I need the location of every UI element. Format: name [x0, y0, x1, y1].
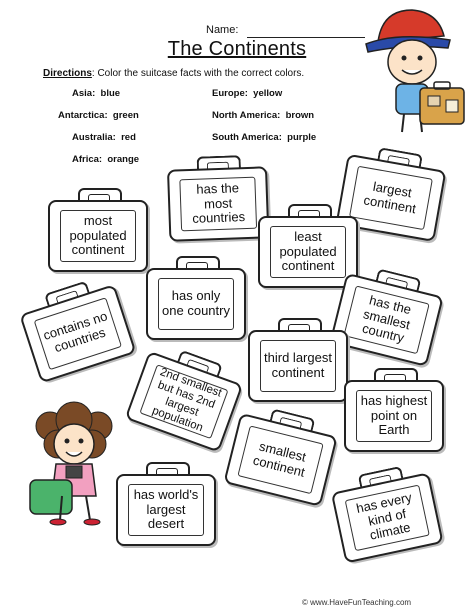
suitcase-fact[interactable]: [328, 461, 443, 564]
name-label: Name:: [206, 24, 239, 36]
suitcase-fact[interactable]: [125, 339, 248, 452]
key-south-america: South America: purple: [212, 132, 317, 143]
suitcase-text: has every kind of climate: [345, 485, 430, 552]
boy-illustration: [356, 4, 468, 136]
suitcase-text: third largest continent: [260, 340, 336, 392]
suitcase-text: 2nd smallest but has 2nd largest population: [139, 364, 228, 439]
suitcase-fact[interactable]: [146, 256, 246, 340]
suitcase-text: has only one country: [158, 278, 234, 330]
key-australia: Australia: red: [72, 132, 136, 143]
key-antarctica: Antarctica: green: [58, 110, 139, 121]
key-asia: Asia: blue: [72, 88, 121, 99]
suitcase-text: has world's largest desert: [128, 484, 204, 536]
suitcase-fact[interactable]: [344, 368, 444, 452]
suitcase-text: largest continent: [349, 166, 433, 230]
suitcase-fact[interactable]: [248, 318, 348, 402]
key-africa: Africa: orange: [72, 154, 140, 165]
suitcase-fact[interactable]: [48, 188, 148, 272]
page-title: The Continents: [167, 38, 307, 60]
suitcase-text: most populated continent: [60, 210, 136, 262]
suitcase-text: has the most countries: [179, 177, 257, 232]
suitcase-text: contains no countries: [34, 297, 122, 370]
suitcase-fact[interactable]: [116, 462, 216, 546]
suitcase-text: least populated continent: [270, 226, 346, 278]
suitcase-text: has the smallest country: [343, 285, 429, 354]
suitcase-fact[interactable]: [258, 204, 358, 288]
girl-illustration: [28, 396, 124, 526]
key-north-america: North America: brown: [212, 110, 315, 121]
suitcase-fact[interactable]: [167, 154, 270, 241]
copyright-footer: © www.HaveFunTeaching.com: [302, 598, 412, 607]
suitcase-fact[interactable]: [15, 273, 136, 384]
suitcase-fact[interactable]: [223, 401, 340, 507]
directions: [43, 68, 304, 79]
directions-label: Directions: [43, 68, 92, 79]
suitcase-text: has highest point on Earth: [356, 390, 432, 442]
key-europe: Europe: yellow: [212, 88, 283, 99]
directions-text: : Color the suitcase facts with the correct colors.: [91, 68, 305, 79]
suitcase-text: smallest continent: [237, 425, 323, 494]
